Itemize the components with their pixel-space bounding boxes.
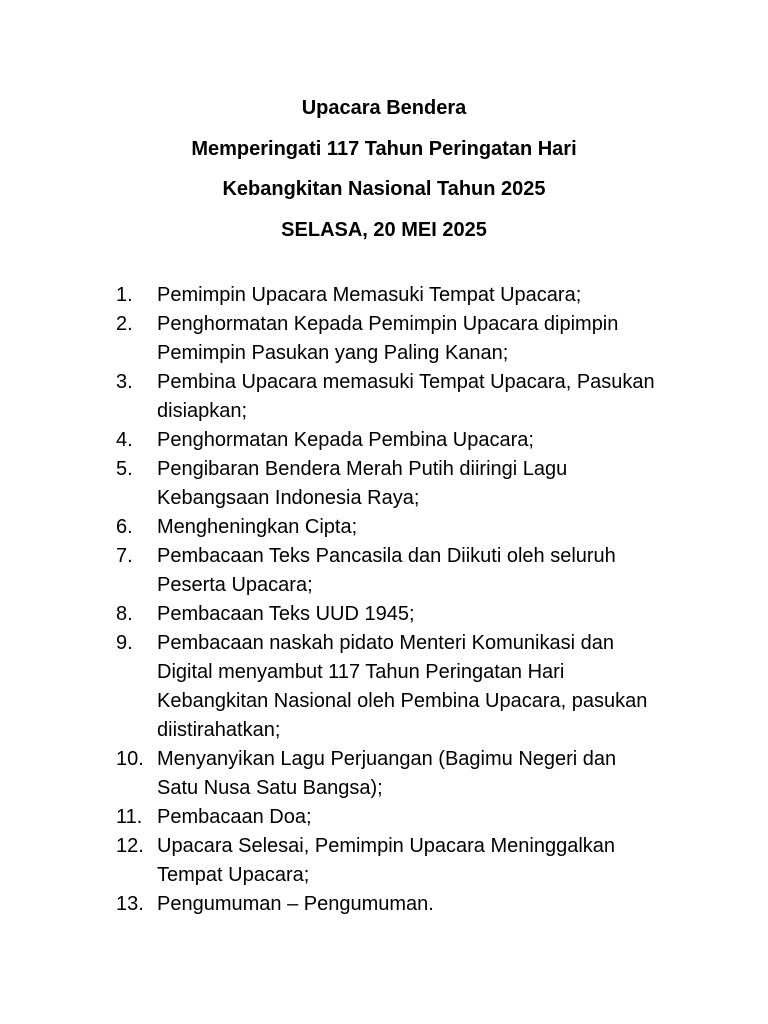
list-item <box>0 890 768 919</box>
item-text-line: Peserta Upacara; <box>157 574 313 596</box>
item-text-line: Satu Nusa Satu Bangsa); <box>157 777 383 799</box>
item-text-line: Kebangsaan Indonesia Raya; <box>157 487 420 509</box>
item-text-line: Tempat Upacara; <box>157 864 310 886</box>
list-item <box>0 368 768 426</box>
item-number: 3. <box>116 371 133 393</box>
list-item <box>0 803 768 832</box>
item-number: 9. <box>116 632 133 654</box>
item-text-line: Digital menyambut 117 Tahun Peringatan Hari <box>157 661 565 683</box>
list-item <box>0 832 768 890</box>
title-line-date: SELASA, 20 MEI 2025 <box>281 218 487 241</box>
agenda-list <box>0 281 768 919</box>
item-text-line: Pengibaran Bendera Merah Putih diiringi Lagu <box>157 458 568 480</box>
item-number: 12. <box>116 835 144 857</box>
title-line-commemoration: Memperingati 117 Tahun Peringatan Hari <box>191 137 577 160</box>
item-text-line: Pembacaan Doa; <box>157 806 312 828</box>
item-number: 4. <box>116 429 133 451</box>
item-text-line: Upacara Selesai, Pemimpin Upacara Meninggalkan <box>157 835 616 857</box>
item-text-line: Mengheningkan Cipta; <box>157 516 358 538</box>
list-item <box>0 281 768 310</box>
item-text-line: diistirahatkan; <box>157 719 281 741</box>
item-text-line: Pemimpin Upacara Memasuki Tempat Upacara; <box>157 284 582 306</box>
document-title-block <box>0 88 768 250</box>
item-number: 5. <box>116 458 133 480</box>
item-text-line: disiapkan; <box>157 400 248 422</box>
item-number: 11. <box>116 806 143 828</box>
item-text-line: Pembacaan Teks Pancasila dan Diikuti oleh seluruh <box>157 545 616 567</box>
item-number: 13. <box>116 893 144 915</box>
item-text-line: Pemimpin Pasukan yang Paling Kanan; <box>157 342 509 364</box>
item-number: 6. <box>116 516 133 538</box>
item-text-line: Menyanyikan Lagu Perjuangan (Bagimu Negeri dan <box>157 748 617 770</box>
title-line-ceremony: Upacara Bendera <box>301 97 467 119</box>
item-text-line: Pembacaan naskah pidato Menteri Komunikasi dan <box>157 632 614 654</box>
list-item <box>0 310 768 368</box>
item-number: 1. <box>116 284 133 306</box>
item-text-line: Penghormatan Kepada Pembina Upacara; <box>157 429 534 451</box>
item-text-line: Pengumuman – Pengumuman. <box>157 893 434 915</box>
item-number: 8. <box>116 603 133 625</box>
list-item <box>0 745 768 803</box>
list-item <box>0 426 768 455</box>
item-text-line: Pembina Upacara memasuki Tempat Upacara, Pasukan <box>157 371 655 393</box>
list-item <box>0 600 768 629</box>
item-number: 10. <box>116 748 144 770</box>
item-text-line: Pembacaan Teks UUD 1945; <box>157 603 415 625</box>
list-item <box>0 513 768 542</box>
item-number: 2. <box>116 313 133 335</box>
list-item <box>0 542 768 600</box>
item-text-line: Penghormatan Kepada Pemimpin Upacara dipimpin <box>157 313 619 335</box>
item-text-line: Kebangkitan Nasional oleh Pembina Upacara, pasukan <box>157 690 648 712</box>
list-item <box>0 629 768 745</box>
item-number: 7. <box>116 545 133 567</box>
list-item <box>0 455 768 513</box>
title-line-event: Kebangkitan Nasional Tahun 2025 <box>222 178 546 200</box>
